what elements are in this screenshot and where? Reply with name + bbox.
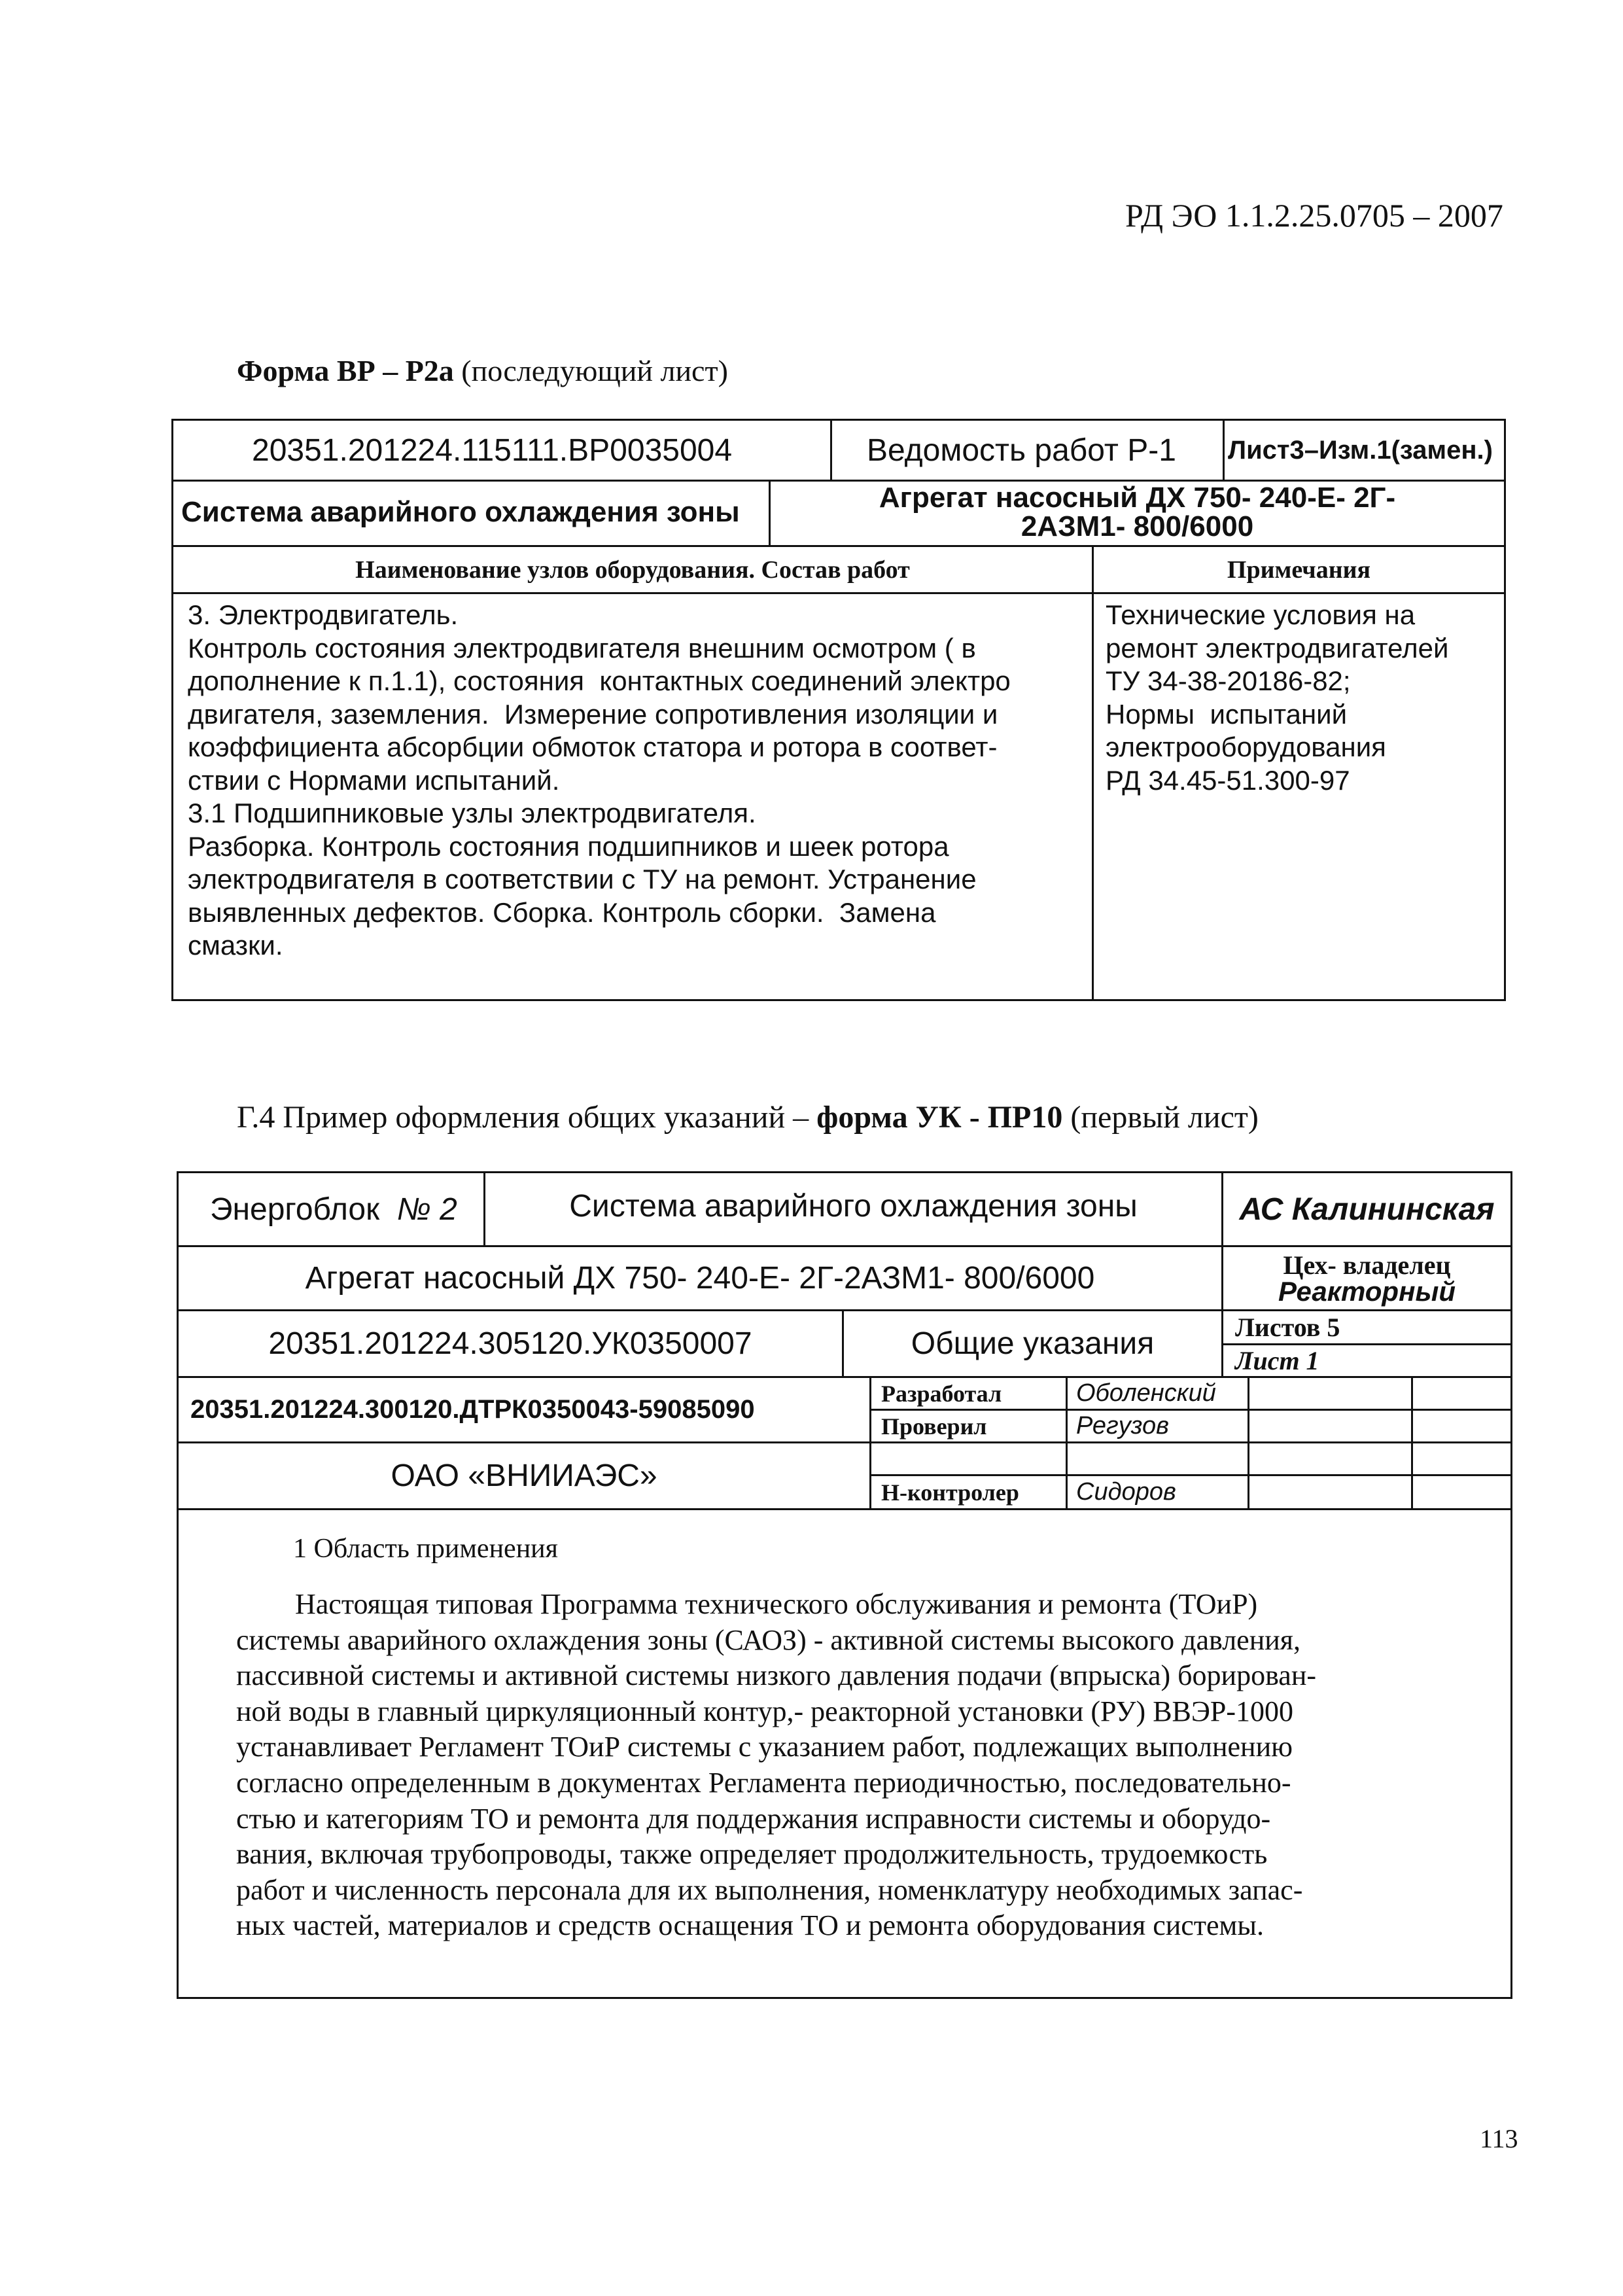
energy-unit	[210, 1173, 485, 1245]
energy-unit-number: № 2	[396, 1192, 457, 1227]
signature-name: Сидоров	[1076, 1478, 1176, 1506]
form1-unit	[771, 480, 1504, 545]
form2-doc-type: Общие указания	[911, 1326, 1155, 1361]
form1-works-line: выявленных дефектов. Сборка. Контроль сборки. Замена	[188, 896, 936, 928]
form1-works-line: 3.1 Подшипниковые узлы электродвигателя.	[188, 798, 756, 828]
paragraph-line: вания, включая трубопроводы, также определяет продолжительность, трудоемкость	[236, 1838, 1268, 1871]
form1-notes-line: электрооборудования	[1106, 732, 1386, 762]
form1-notes-line: ремонт электродвигателей	[1106, 632, 1449, 663]
form1-notes-line: Технические условия на	[1106, 599, 1416, 630]
form1-title-rest: (последующий лист)	[453, 354, 728, 387]
form1-title-bold: Форма ВР – Р2а	[237, 354, 454, 387]
form1-code: 20351.201224.115111.ВР0035004	[252, 433, 733, 468]
paragraph-line: пассивной системы и активной системы низкого давления подачи (впрыска) борирован-	[236, 1659, 1317, 1692]
form2-table	[177, 1171, 1512, 1999]
g4-title	[237, 1099, 1259, 1135]
form1-works-line: Разборка. Контроль состояния подшипников и шеек ротора	[188, 830, 949, 862]
sheet-number: Лист 1	[1235, 1346, 1319, 1375]
owner-label: Цех- владелец	[1283, 1250, 1451, 1280]
paragraph-line: устанавливает Регламент ТОиР системы с указанием работ, подлежащих выполнению	[236, 1731, 1293, 1763]
paragraph-line: согласно определенным в документах Регламента периодичностью, последовательно-	[236, 1766, 1291, 1799]
form1-works-line: дополнение к п.1.1), состояния контактных соединений электро	[188, 665, 1011, 696]
paragraph-line: Настоящая типовая Программа технического обслуживания и ремонта (ТОиР)	[295, 1588, 1258, 1620]
owner-value: Реакторный	[1278, 1275, 1456, 1307]
energy-unit-label: Энергоблок	[210, 1192, 380, 1227]
form2-system: Система аварийного охлаждения зоны	[569, 1188, 1138, 1224]
plant-name: АС Калининская	[1239, 1192, 1495, 1227]
form1-unit-line1: Агрегат насосный ДХ 750- 240-Е- 2Г-	[879, 482, 1396, 514]
form1-works-line: Контроль состояния электродвигателя внешним осмотром ( в	[188, 632, 976, 663]
form1-works-line: коэффициента абсорбции обмоток статора и ротора в соответ-	[188, 732, 998, 762]
paragraph-line: ной воды в главный циркуляционный контур,- реакторной установки (РУ) ВВЭР-1000	[236, 1695, 1294, 1727]
form1-works-line: ствии с Нормами испытаний.	[188, 764, 560, 796]
ref-code: 20351.201224.300120.ДТРК0350043-59085090	[190, 1395, 755, 1424]
paragraph-line: стью и категориям ТО и ремонта для поддержания исправности системы и оборудо-	[236, 1802, 1271, 1835]
g4-title-bold: форма УК - ПР10	[816, 1100, 1063, 1135]
form1-statement: Ведомость работ Р-1	[867, 433, 1176, 468]
form1-title	[237, 353, 728, 388]
paragraph-line: ных частей, материалов и средств оснащения ТО и ремонта оборудования системы.	[236, 1909, 1264, 1942]
signature-name	[1076, 1443, 1248, 1474]
form1-table	[171, 419, 1506, 1001]
form1-notes-line: РД 34.45-51.300-97	[1106, 764, 1350, 796]
signature-role	[881, 1443, 1066, 1474]
document-code: РД ЭО 1.1.2.25.0705 – 2007	[1125, 197, 1503, 234]
g4-title-prefix: Г.4 Пример оформления общих указаний –	[237, 1100, 817, 1135]
form1-works-line: смазки.	[188, 930, 283, 961]
paragraph-line: системы аварийного охлаждения зоны (САОЗ) - активной системы высокого давления,	[236, 1623, 1301, 1656]
form1-works-line: электродвигателя в соответствии с ТУ на ремонт. Устранение	[188, 864, 977, 894]
owner-block	[1223, 1247, 1510, 1309]
form1-system: Система аварийного охлаждения зоны	[181, 496, 740, 528]
signature-role: Н-контролер	[881, 1479, 1019, 1506]
form1-works-line: 3. Электродвигатель.	[188, 599, 459, 630]
paragraph-line: работ и численность персонала для их выполнения, номенклатуру необходимых запас-	[236, 1873, 1303, 1906]
form2-aggregate: Агрегат насосный ДХ 750- 240-Е- 2Г-2АЗМ1- 800/6000	[305, 1261, 1095, 1296]
signature-role: Проверил	[881, 1413, 987, 1439]
form1-works-line: двигателя, заземления. Измерение сопротивления изоляции и	[188, 698, 998, 730]
signature-role: Разработал	[881, 1380, 1002, 1407]
scope-paragraph	[236, 1587, 1457, 1944]
form1-col-notes: Примечания	[1227, 556, 1371, 584]
form1-col-works: Наименование узлов оборудования. Состав работ	[355, 556, 910, 584]
organization: ОАО «ВНИИАЭС»	[391, 1458, 657, 1493]
form1-works-list	[188, 599, 1084, 963]
form1-sheet: Лист3–Изм.1(замен.)	[1228, 435, 1493, 465]
form1-unit-line2: 2АЗМ1- 800/6000	[1021, 510, 1254, 542]
section-title: 1 Область применения	[293, 1534, 558, 1564]
signature-name: Оболенский	[1076, 1379, 1216, 1407]
form1-notes-line: Нормы испытаний	[1106, 698, 1348, 730]
form2-code: 20351.201224.305120.УК0350007	[268, 1326, 752, 1361]
page-number: 113	[1480, 2124, 1518, 2153]
form1-notes-list	[1106, 599, 1498, 797]
form1-notes-line: ТУ 34-38-20186-82;	[1106, 665, 1351, 696]
g4-title-suffix: (первый лист)	[1062, 1100, 1259, 1135]
signature-name: Регузов	[1076, 1412, 1169, 1439]
sheets-count: Листов 5	[1235, 1313, 1340, 1342]
